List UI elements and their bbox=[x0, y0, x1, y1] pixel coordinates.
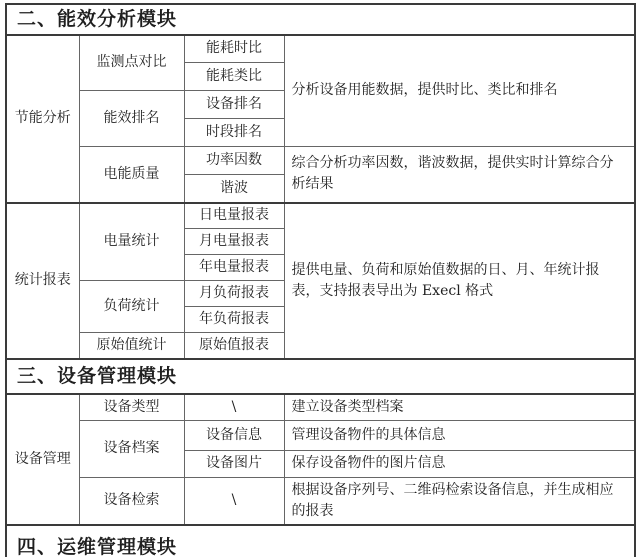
cell-desc-compare-rank: 分析设备用能数据，提供时比、类比和排名 bbox=[284, 35, 635, 147]
cell-item-daily-electricity-report: 日电量报表 bbox=[184, 203, 284, 229]
cell-item-period-ranking: 时段排名 bbox=[184, 119, 284, 147]
section-title-energy-efficiency-analysis: 二、能效分析模块 bbox=[6, 4, 635, 35]
cell-group-device-management: 设备管理 bbox=[6, 394, 79, 525]
cell-desc-power-quality: 综合分析功率因数，谐波数据，提供实时计算综合分析结果 bbox=[284, 147, 635, 203]
cell-item-energy-analogy: 能耗类比 bbox=[184, 63, 284, 91]
cell-sub-device-archive: 设备档案 bbox=[79, 420, 184, 477]
cell-desc-statistical-reports: 提供电量、负荷和原始值数据的日、月、年统计报表，支持报表导出为 Execl 格式 bbox=[284, 203, 635, 359]
cell-item-monthly-electricity-report: 月电量报表 bbox=[184, 229, 284, 255]
cell-sub-device-search: 设备检索 bbox=[79, 477, 184, 525]
cell-item-device-search-none: \ bbox=[184, 477, 284, 525]
cell-desc-device-info: 管理设备物件的具体信息 bbox=[284, 420, 635, 450]
cell-sub-electricity-statistics: 电量统计 bbox=[79, 203, 184, 281]
cell-group-statistical-reports: 统计报表 bbox=[6, 203, 79, 359]
cell-desc-device-type: 建立设备类型档案 bbox=[284, 394, 635, 421]
cell-item-yearly-load-report: 年负荷报表 bbox=[184, 307, 284, 333]
cell-item-harmonics: 谐波 bbox=[184, 175, 284, 203]
cell-sub-monitoring-point-compare: 监测点对比 bbox=[79, 35, 184, 91]
cell-sub-efficiency-ranking: 能效排名 bbox=[79, 91, 184, 147]
cell-item-yearly-electricity-report: 年电量报表 bbox=[184, 255, 284, 281]
cell-item-raw-value-report: 原始值报表 bbox=[184, 333, 284, 359]
cell-sub-load-statistics: 负荷统计 bbox=[79, 281, 184, 333]
cell-item-device-info: 设备信息 bbox=[184, 420, 284, 450]
module-feature-table bbox=[5, 3, 636, 557]
cell-item-power-factor: 功率因数 bbox=[184, 147, 284, 175]
cell-desc-device-picture: 保存设备物件的图片信息 bbox=[284, 450, 635, 477]
cell-desc-device-search: 根据设备序列号、二维码检索设备信息，并生成相应的报表 bbox=[284, 477, 635, 525]
cell-item-device-ranking: 设备排名 bbox=[184, 91, 284, 119]
cell-item-energy-time-ratio: 能耗时比 bbox=[184, 35, 284, 63]
section-title-device-management: 三、设备管理模块 bbox=[6, 359, 635, 394]
cell-sub-raw-value-statistics: 原始值统计 bbox=[79, 333, 184, 359]
section-title-operation-maintenance: 四、运维管理模块 bbox=[6, 525, 635, 557]
cell-sub-power-quality: 电能质量 bbox=[79, 147, 184, 203]
cell-item-device-picture: 设备图片 bbox=[184, 450, 284, 477]
cell-sub-device-type: 设备类型 bbox=[79, 394, 184, 421]
cell-item-monthly-load-report: 月负荷报表 bbox=[184, 281, 284, 307]
cell-group-energy-saving-analysis: 节能分析 bbox=[6, 35, 79, 203]
cell-item-device-type-none: \ bbox=[184, 394, 284, 421]
